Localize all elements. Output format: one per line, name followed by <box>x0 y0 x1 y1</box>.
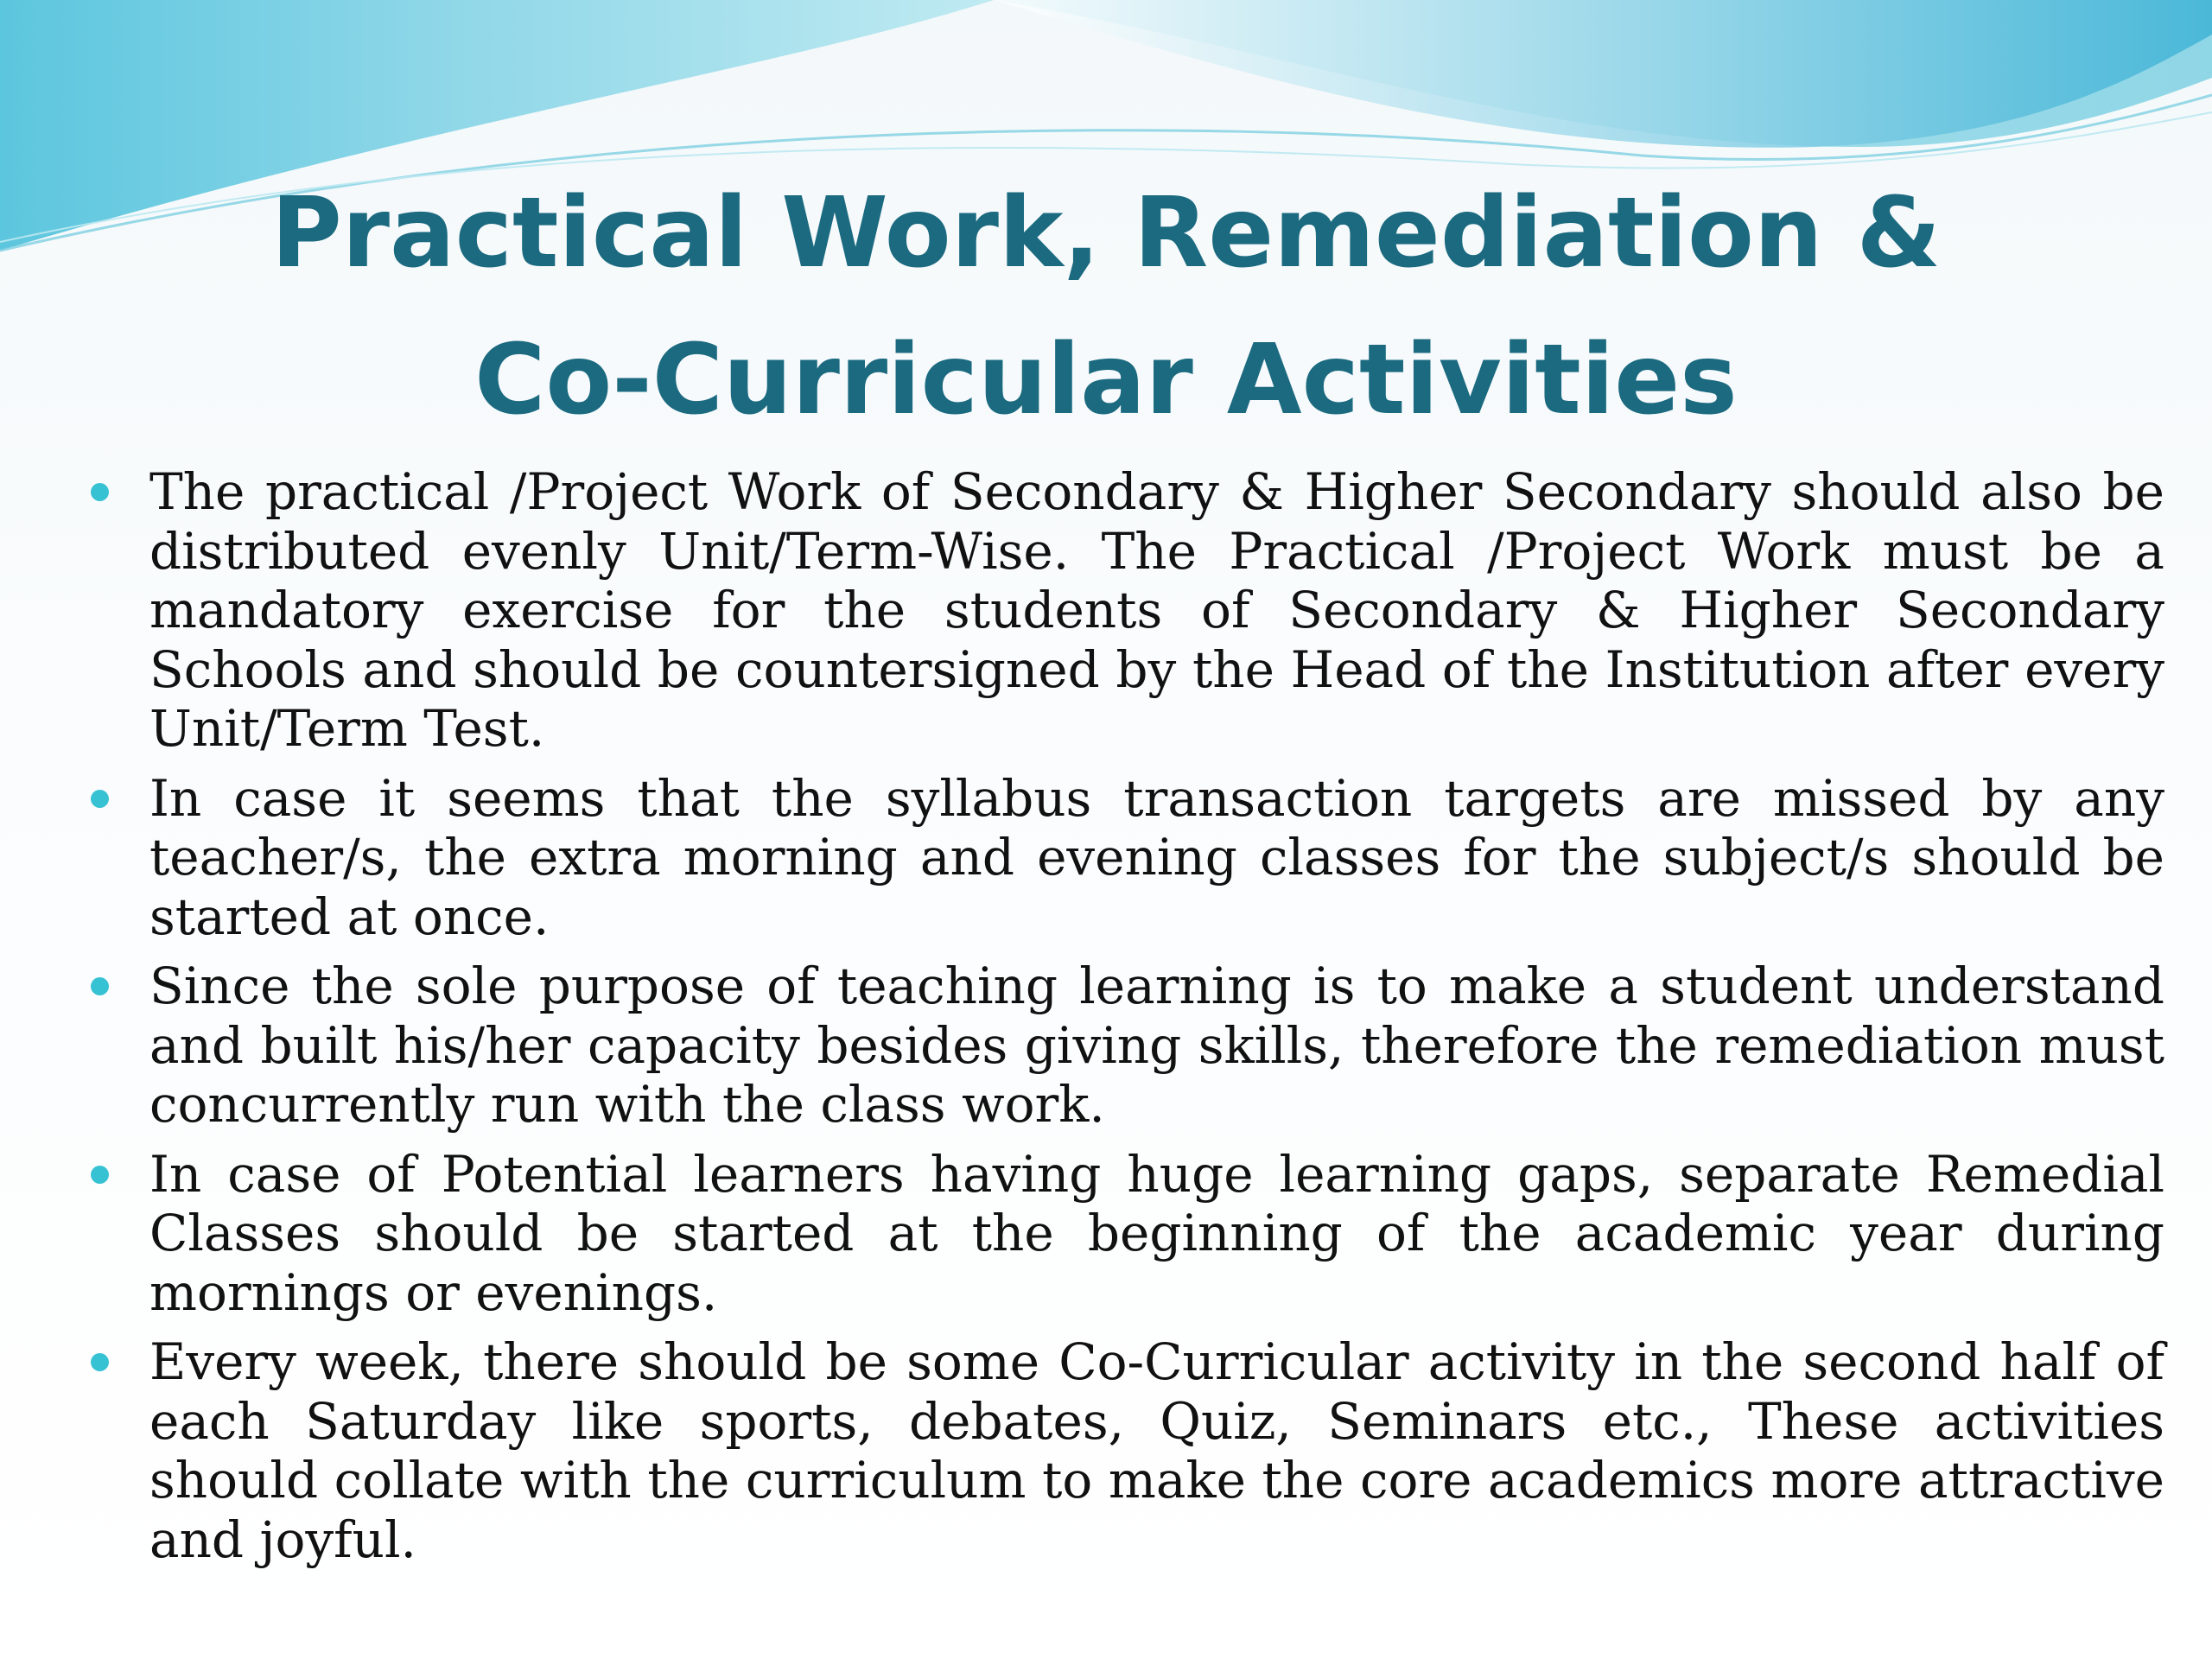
title-line-2: Co-Curricular Activities <box>474 324 1738 436</box>
bullet-text: Every week, there should be some Co-Curricular activity in the second half of each Saturday like sports, debates, Quiz, Seminars etc., These activities should collate with the curriculum to make the core academics more attractive and joyful. <box>149 1332 2164 1569</box>
bullet-dot-icon <box>91 790 109 808</box>
bullet-list <box>82 462 2164 1580</box>
bullet-text: Since the sole purpose of teaching learning is to make a student understand and built his/her capacity besides giving skills, therefore the remediation must concurrently run with the class work. <box>149 957 2164 1134</box>
slide-title <box>0 160 2212 454</box>
bullet-item <box>82 462 2164 759</box>
bullet-item <box>82 1332 2164 1569</box>
bullet-text: In case it seems that the syllabus transaction targets are missed by any teacher/s, the extra morning and evening classes for the subject/s should be started at once. <box>149 768 2164 946</box>
title-line-1: Practical Work, Remediation & <box>270 177 1942 289</box>
bullet-dot-icon <box>91 483 109 501</box>
bullet-dot-icon <box>91 1353 109 1371</box>
bullet-text: In case of Potential learners having huge learning gaps, separate Remedial Classes should be started at the beginning of the academic year during mornings or evenings. <box>149 1144 2164 1322</box>
bullet-item <box>82 1145 2164 1323</box>
bullet-dot-icon <box>91 1166 109 1184</box>
bullet-dot-icon <box>91 977 109 995</box>
bullet-item <box>82 769 2164 947</box>
bullet-item <box>82 957 2164 1135</box>
bullet-text: The practical /Project Work of Secondary & Higher Secondary should also be distributed evenly Unit/Term-Wise. The Practical /Project Work must be a mandatory exercise for the students of Secondary & Higher Secondary Schools and should be countersigned by the Head of the Institution after every Unit/Term Test. <box>149 462 2164 758</box>
